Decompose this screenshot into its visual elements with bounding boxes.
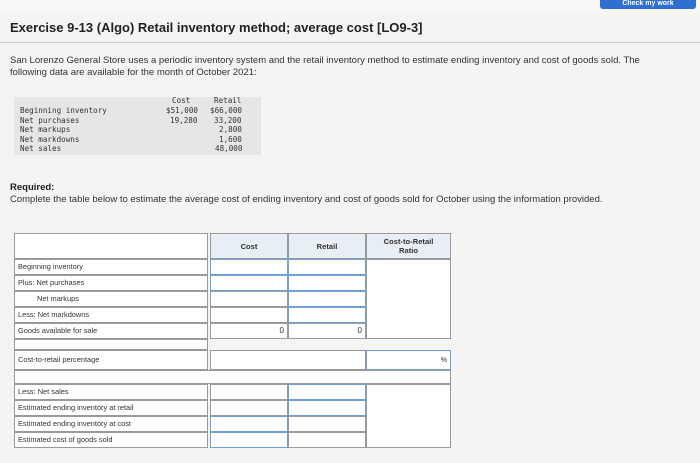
given-row-label: Net markdowns — [20, 134, 80, 144]
spacer — [14, 370, 451, 384]
row-label-goods-available: Goods available for sale — [14, 323, 208, 339]
divider — [0, 42, 700, 43]
given-row-label: Net purchases — [20, 115, 80, 125]
input-beginning-retail[interactable] — [288, 259, 366, 275]
ratio-column-blank — [366, 259, 451, 339]
given-col-retail: Retail — [214, 96, 242, 105]
cell-markdowns-cost — [210, 307, 288, 323]
required-text: Complete the table below to estimate the average cost of ending inventory and cost of goods sold for October using the information provided. — [10, 194, 603, 205]
row-label-net-purchases: Plus: Net purchases — [14, 275, 208, 291]
input-purchases-retail[interactable] — [288, 275, 366, 291]
table-header-blank — [14, 233, 208, 259]
row-label-ending-retail: Estimated ending inventory at retail — [14, 400, 208, 416]
ratio-column-blank — [366, 384, 451, 448]
row-label-net-sales: Less: Net sales — [14, 384, 208, 400]
input-markdowns-retail[interactable] — [288, 307, 366, 323]
input-markups-retail[interactable] — [288, 291, 366, 307]
exercise-title: Exercise 9-13 (Algo) Retail inventory method; average cost [LO9-3] — [10, 20, 423, 35]
cell-markups-cost — [210, 291, 288, 307]
input-end-cost[interactable] — [210, 416, 288, 432]
cell-sales-cost — [210, 384, 288, 400]
given-row-label: Beginning inventory — [20, 106, 107, 115]
given-row-cost: 19,280 — [170, 115, 198, 125]
given-col-cost: Cost — [172, 96, 191, 105]
header-ratio: Cost-to-Retail Ratio — [366, 233, 451, 259]
row-label-cost-to-retail: Cost-to-retail percentage — [14, 350, 208, 370]
given-row-retail: 2,800 — [219, 125, 242, 135]
given-row-label: Net sales — [20, 144, 62, 154]
row-label-cogs: Estimated cost of goods sold — [14, 432, 208, 448]
value-available-retail: 0 — [288, 323, 366, 339]
given-row-cost: $51,000 — [166, 106, 199, 115]
header-cost: Cost — [210, 233, 288, 259]
given-row-retail: $66,000 — [210, 106, 243, 115]
check-my-work-button[interactable]: Check my work — [600, 0, 696, 9]
given-row-retail: 48,000 — [215, 144, 243, 154]
cell-cogs-retail — [288, 432, 366, 448]
input-ratio-percent[interactable] — [366, 350, 451, 370]
spacer — [14, 339, 208, 350]
cell-ratio-blank — [210, 350, 366, 370]
cell-end-retail-cost — [210, 400, 288, 416]
input-beginning-cost[interactable] — [210, 259, 288, 275]
required-heading: Required: — [10, 182, 55, 193]
given-row-label: Net markups — [20, 125, 71, 135]
input-cogs[interactable] — [210, 432, 288, 448]
header-retail: Retail — [288, 233, 366, 259]
required-section — [10, 182, 670, 206]
cell-end-cost-retail — [288, 416, 366, 432]
given-row-retail: 33,200 — [214, 115, 242, 125]
input-purchases-cost[interactable] — [210, 275, 288, 291]
row-label-ending-cost: Estimated ending inventory at cost — [14, 416, 208, 432]
row-label-beginning-inventory: Beginning inventory — [14, 259, 208, 275]
input-sales-retail[interactable] — [288, 384, 366, 400]
top-bar — [0, 0, 700, 14]
row-label-net-markdowns: Less: Net markdowns — [14, 307, 208, 323]
given-row-retail: 1,600 — [219, 134, 242, 144]
row-label-net-markups: Net markups — [14, 291, 208, 307]
input-end-retail[interactable] — [288, 400, 366, 416]
intro-text: San Lorenzo General Store uses a periodic inventory system and the retail inventory method to estimate ending inventory and cost of goods sold. The following data are available for the month of October 2021: — [10, 55, 640, 78]
percent-symbol: % — [440, 357, 447, 364]
value-available-cost: 0 — [210, 323, 288, 339]
